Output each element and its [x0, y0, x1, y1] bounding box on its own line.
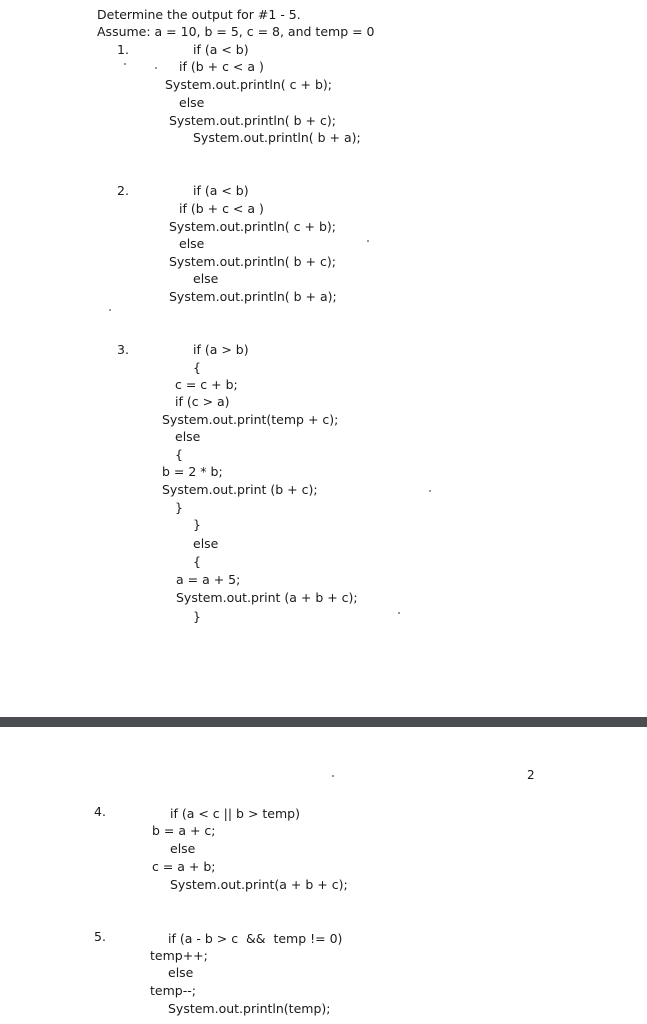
problem-number: 1. — [117, 42, 129, 57]
code-line: } — [193, 517, 201, 532]
code-line: temp--; — [150, 983, 196, 998]
code-line: System.out.println( b + c); — [169, 254, 336, 269]
code-line: System.out.print (a + b + c); — [176, 590, 358, 605]
code-line: System.out.println(temp); — [168, 1001, 331, 1016]
code-line: System.out.print(a + b + c); — [170, 877, 348, 892]
problem-number: 2. — [117, 183, 129, 198]
scan-speck — [124, 63, 126, 65]
code-line: else — [179, 236, 205, 251]
code-line: System.out.print(temp + c); — [162, 412, 339, 427]
code-line: if (a < b) — [193, 183, 249, 198]
code-line: if (b + c < a ) — [179, 59, 264, 74]
problem-number: 5. — [94, 929, 106, 944]
instruction-text: Determine the output for #1 - 5. — [97, 7, 301, 22]
code-line: } — [193, 609, 201, 624]
code-line: a = a + 5; — [176, 572, 241, 587]
code-line: System.out.println( b + c); — [169, 113, 336, 128]
scan-speck — [367, 240, 369, 242]
code-line: if (a > b) — [193, 342, 249, 357]
code-line: { — [193, 554, 201, 569]
code-line: System.out.println( b + a); — [169, 289, 337, 304]
scan-speck — [429, 490, 431, 492]
code-line: { — [193, 360, 201, 375]
assumption-text: Assume: a = 10, b = 5, c = 8, and temp = 0 — [97, 24, 375, 39]
code-line: } — [175, 500, 183, 515]
code-line: c = c + b; — [175, 377, 238, 392]
code-line: if (c > a) — [175, 394, 230, 409]
code-line: else — [175, 429, 201, 444]
code-line: else — [179, 95, 205, 110]
code-line: System.out.println( c + b); — [169, 219, 336, 234]
code-line: c = a + b; — [152, 859, 216, 874]
scan-speck — [109, 309, 111, 311]
code-line: else — [193, 536, 219, 551]
code-line: { — [175, 447, 183, 462]
scan-speck — [155, 67, 157, 69]
code-line: System.out.println( b + a); — [193, 130, 361, 145]
code-line: System.out.println( c + b); — [165, 77, 332, 92]
code-line: else — [170, 841, 196, 856]
problem-number: 4. — [94, 804, 106, 819]
scan-speck — [398, 612, 400, 614]
code-line: b = 2 * b; — [162, 464, 223, 479]
code-line: b = a + c; — [152, 823, 216, 838]
code-line: else — [193, 271, 219, 286]
problem-number: 3. — [117, 342, 129, 357]
code-line: temp++; — [150, 948, 208, 963]
code-line: if (a - b > c && temp != 0) — [168, 931, 343, 946]
scan-speck — [332, 775, 334, 777]
page-separator — [0, 717, 647, 727]
page-number: 2 — [527, 768, 535, 782]
code-line: if (a < c || b > temp) — [170, 806, 300, 821]
code-line: System.out.print (b + c); — [162, 482, 318, 497]
code-line: else — [168, 965, 194, 980]
code-line: if (a < b) — [193, 42, 249, 57]
code-line: if (b + c < a ) — [179, 201, 264, 216]
